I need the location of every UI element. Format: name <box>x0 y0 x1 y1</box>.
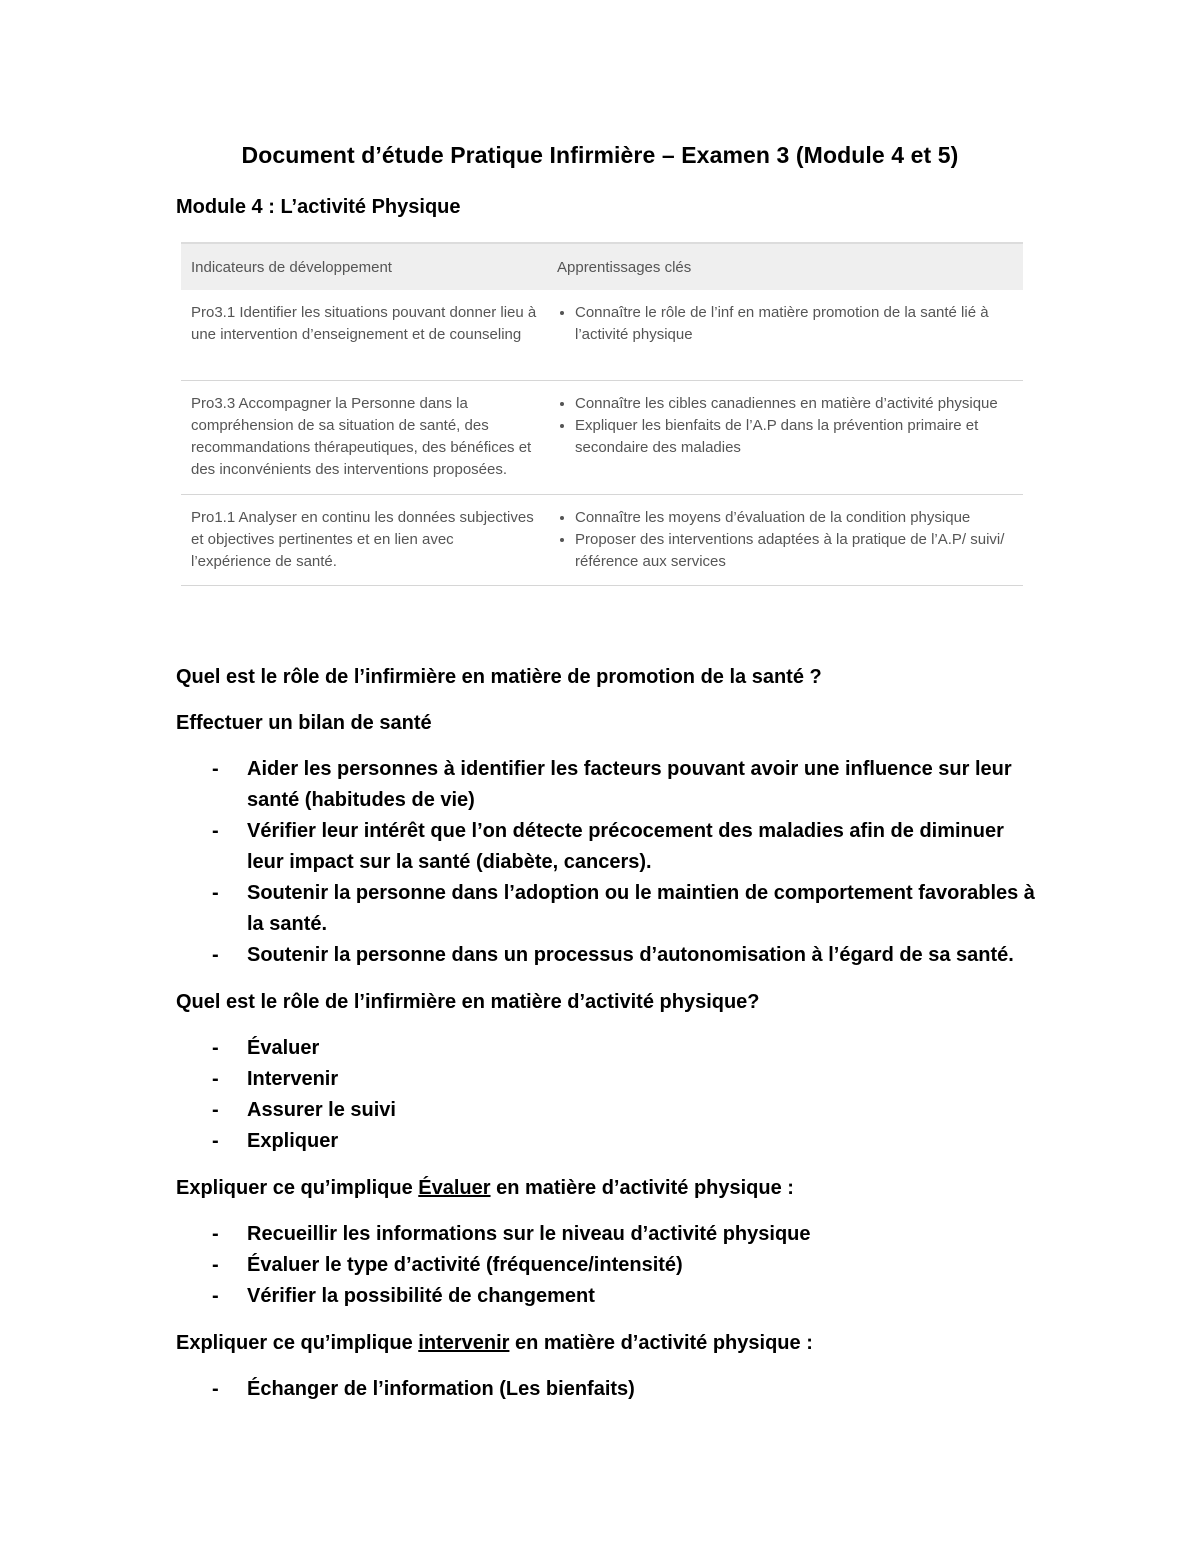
question-intervenir: Expliquer ce qu’implique intervenir en matière d’activité physique : <box>176 1332 813 1354</box>
list-item: - Échanger de l’information (Les bienfaits) <box>176 1374 1036 1405</box>
indicator-cell: Pro3.1 Identifier les situations pouvant donner lieu à une intervention d’enseignement et de counseling <box>181 290 547 381</box>
development-table <box>181 242 1023 586</box>
module-title: Module 4 : L’activité Physique <box>176 196 461 218</box>
question-activite-physique: Quel est le rôle de l’infirmière en matière d’activité physique? <box>176 991 760 1013</box>
header-learnings: Apprentissages clés <box>547 243 1023 290</box>
list-item: - Soutenir la personne dans un processus d’autonomisation à l’égard de sa santé. <box>176 940 1036 971</box>
question-evaluer: Expliquer ce qu’implique Évaluer en matière d’activité physique : <box>176 1177 794 1199</box>
keyword-evaluer: Évaluer <box>418 1177 491 1199</box>
list-item: - Vérifier la possibilité de changement <box>176 1281 1036 1312</box>
header-indicators: Indicateurs de développement <box>181 243 547 290</box>
subheading-bilan: Effectuer un bilan de santé <box>176 712 432 734</box>
indicator-cell: Pro1.1 Analyser en continu les données subjectives et objectives pertinentes et en lien avec l’expérience de santé. <box>181 495 547 586</box>
document-title: Document d’étude Pratique Infirmière – Examen 3 (Module 4 et 5) <box>241 142 959 168</box>
list-item: - Aider les personnes à identifier les facteurs pouvant avoir une influence sur leur santé (habitudes de vie) <box>176 754 1036 816</box>
list-item: - Expliquer <box>176 1126 1036 1157</box>
evaluer-list <box>176 1219 1036 1312</box>
list-item: - Vérifier leur intérêt que l’on détecte précocement des maladies afin de diminuer leur impact sur la santé (diabète, cancers). <box>176 816 1036 878</box>
list-item: - Assurer le suivi <box>176 1095 1036 1126</box>
promotion-list <box>176 754 1036 971</box>
dash-marker: - <box>212 882 219 904</box>
learning-item: • Expliquer les bienfaits de l’A.P dans la prévention primaire et secondaire des maladies <box>575 415 1013 459</box>
list-item: - Évaluer <box>176 1033 1036 1064</box>
learning-item: • Connaître les moyens d’évaluation de la condition physique <box>575 507 1013 529</box>
learnings-cell <box>547 290 1023 381</box>
dash-marker: - <box>212 1378 219 1400</box>
learning-item: • Connaître les cibles canadiennes en matière d’activité physique <box>575 393 1013 415</box>
learnings-cell <box>547 495 1023 586</box>
dash-marker: - <box>212 1254 219 1276</box>
role-list <box>176 1033 1036 1157</box>
learning-item: • Proposer des interventions adaptées à la pratique de l’A.P/ suivi/ référence aux services <box>575 529 1013 573</box>
dash-marker: - <box>212 820 219 842</box>
intervenir-list <box>176 1374 1036 1405</box>
dash-marker: - <box>212 1223 219 1245</box>
dash-marker: - <box>212 1037 219 1059</box>
table-row <box>181 290 1023 381</box>
table-row <box>181 381 1023 495</box>
keyword-intervenir: intervenir <box>418 1332 510 1354</box>
dash-marker: - <box>212 1285 219 1307</box>
table-header-row <box>181 243 1023 290</box>
document-body <box>176 662 1036 1421</box>
dash-marker: - <box>212 1099 219 1121</box>
dash-marker: - <box>212 944 219 966</box>
list-item: - Recueillir les informations sur le niveau d’activité physique <box>176 1219 1036 1250</box>
table-row <box>181 495 1023 586</box>
question-promotion-sante: Quel est le rôle de l’infirmière en matière de promotion de la santé ? <box>176 666 822 688</box>
dash-marker: - <box>212 758 219 780</box>
list-item: - Évaluer le type d’activité (fréquence/intensité) <box>176 1250 1036 1281</box>
list-item: - Soutenir la personne dans l’adoption ou le maintien de comportement favorables à la santé. <box>176 878 1036 940</box>
learning-item: • Connaître le rôle de l’inf en matière promotion de la santé lié à l’activité physique <box>575 302 1013 346</box>
indicator-cell: Pro3.3 Accompagner la Personne dans la compréhension de sa situation de santé, des recommandations thérapeutiques, des bénéfices et des inconvénients des interventions proposées. <box>181 381 547 495</box>
list-item: - Intervenir <box>176 1064 1036 1095</box>
dash-marker: - <box>212 1130 219 1152</box>
dash-marker: - <box>212 1068 219 1090</box>
learnings-cell <box>547 381 1023 495</box>
